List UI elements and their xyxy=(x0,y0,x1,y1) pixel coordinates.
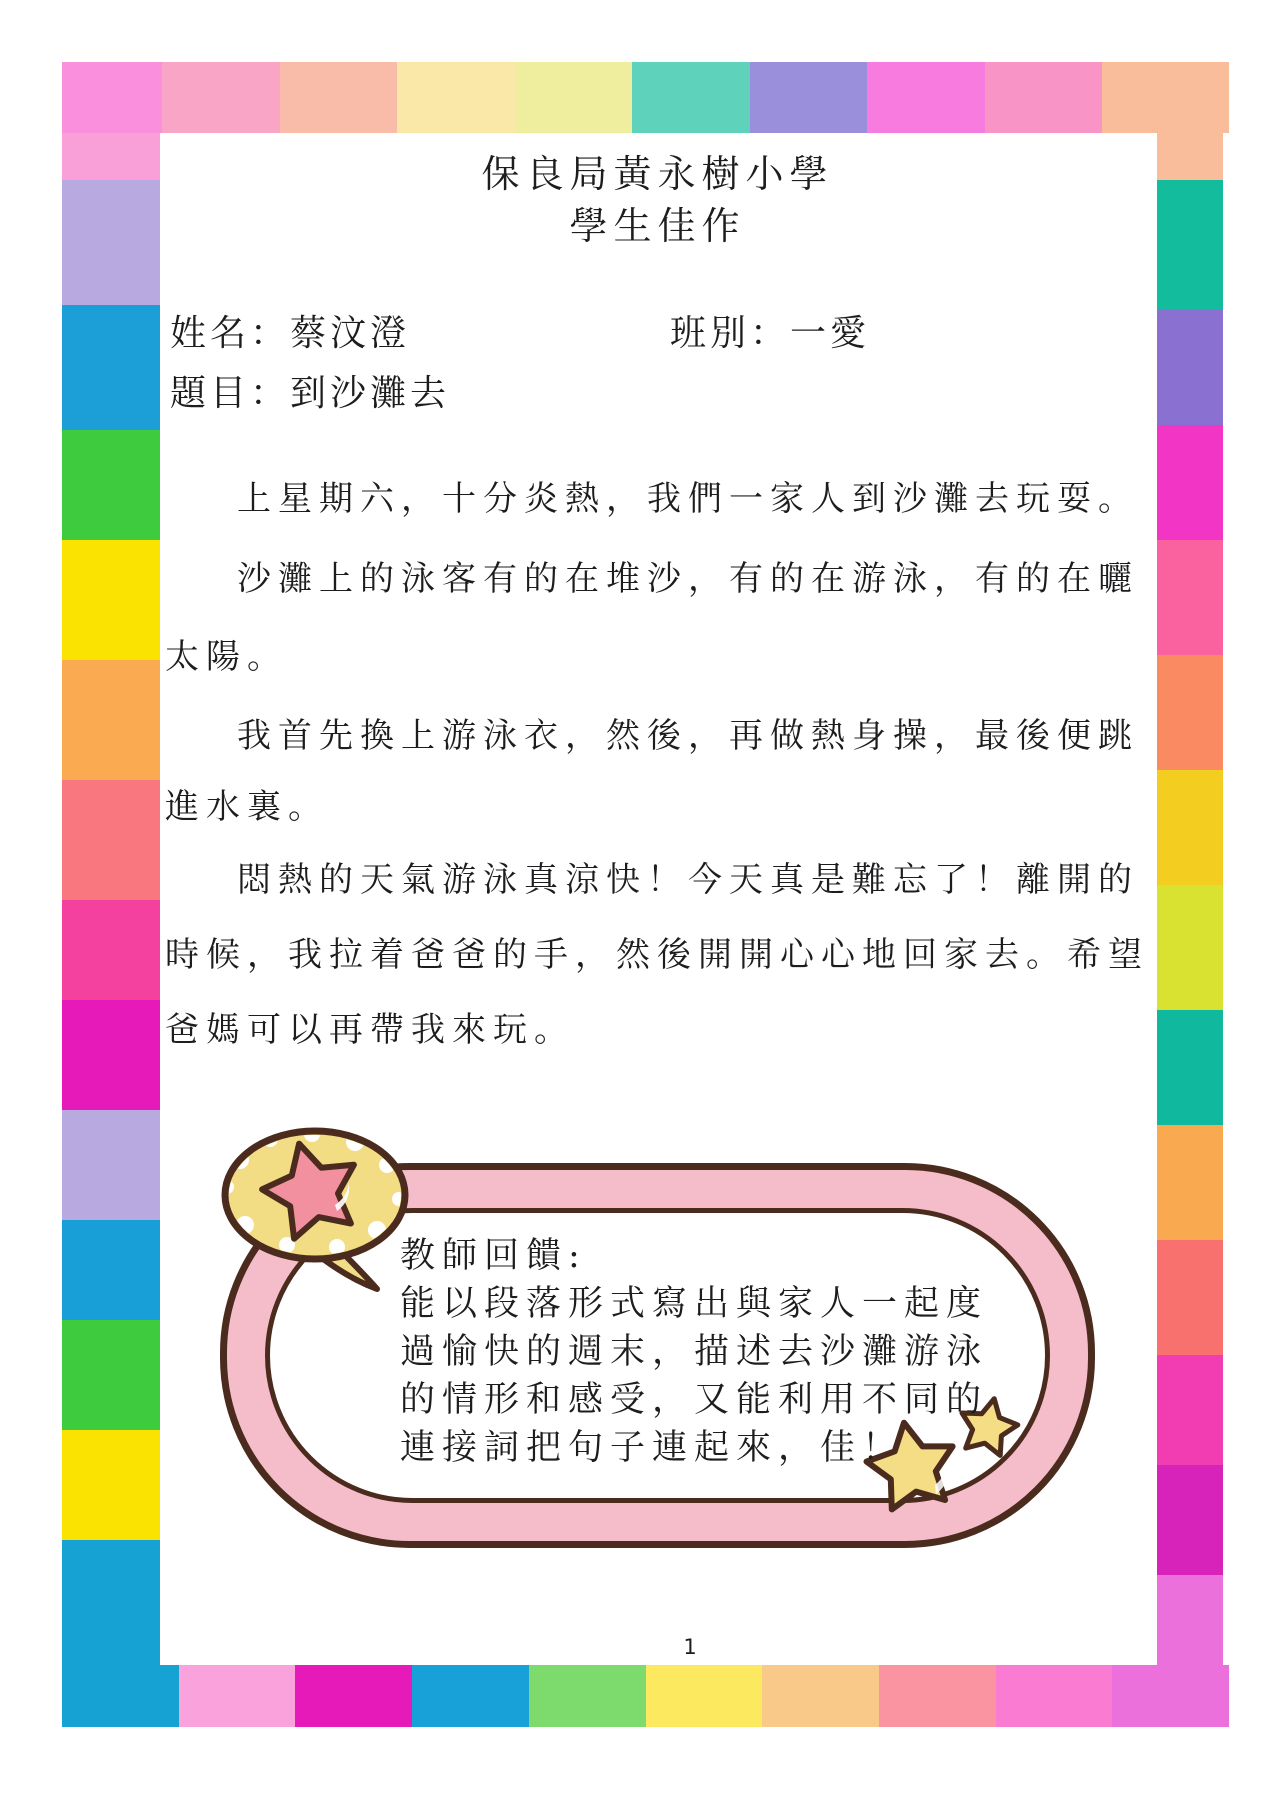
border-cell xyxy=(62,1430,160,1540)
border-cell xyxy=(295,1665,412,1727)
border-cell xyxy=(1157,885,1223,1010)
border-cell xyxy=(162,62,280,133)
border-cell xyxy=(646,1665,763,1727)
border-cell xyxy=(1157,1010,1223,1125)
border-cell xyxy=(750,62,868,133)
border-cell xyxy=(1157,1355,1223,1465)
essay-topic: 題目：到沙灘去 xyxy=(170,373,451,414)
border-cell xyxy=(62,1220,160,1320)
border-cell xyxy=(996,1665,1113,1727)
essay-line: 爸媽可以再帶我來玩。 xyxy=(165,1010,575,1050)
essay-line: 沙灘上的泳客有的在堆沙，有的在游泳，有的在曬 xyxy=(237,559,1139,599)
border-cell xyxy=(412,1665,529,1727)
border-cell xyxy=(1157,180,1223,310)
border-cell xyxy=(867,62,985,133)
document-page xyxy=(160,133,1155,1665)
border-cell xyxy=(62,780,160,900)
border-cell xyxy=(280,62,398,133)
border-cell xyxy=(1112,1665,1229,1727)
border-cell xyxy=(62,1665,179,1727)
border-cell xyxy=(62,900,160,1000)
feedback-text xyxy=(400,1232,988,1472)
border-cell xyxy=(62,180,160,305)
essay-line: 悶熱的天氣游泳真涼快！今天真是難忘了！離開的 xyxy=(237,860,1139,900)
school-name: 保良局黃永樹小學 xyxy=(481,152,834,196)
border-cell xyxy=(62,430,160,540)
document-header xyxy=(160,148,1155,252)
section-title: 學生佳作 xyxy=(569,204,746,248)
border-top-row xyxy=(62,62,1229,133)
border-cell xyxy=(62,1110,160,1220)
border-cell xyxy=(397,62,515,133)
speech-bubble-star-icon xyxy=(215,1125,415,1300)
border-cell xyxy=(179,1665,296,1727)
border-left-column xyxy=(62,133,160,1727)
border-cell xyxy=(62,133,160,180)
border-cell xyxy=(1102,62,1229,133)
border-cell xyxy=(1157,1465,1223,1575)
border-cell xyxy=(632,62,750,133)
essay-line: 時候，我拉着爸爸的手，然後開開心心地回家去。希望 xyxy=(165,935,1149,975)
border-cell xyxy=(985,62,1103,133)
feedback-line: 的情形和感受，又能利用不同的 xyxy=(400,1380,989,1420)
border-cell xyxy=(1157,133,1223,180)
feedback-lines xyxy=(400,1280,988,1472)
feedback-line: 過愉快的週末，描述去沙灘游泳 xyxy=(400,1332,989,1372)
border-right-column xyxy=(1157,133,1223,1727)
border-cell xyxy=(515,62,633,133)
border-cell xyxy=(762,1665,879,1727)
border-cell xyxy=(1157,310,1223,425)
feedback-title: 教師回饋: xyxy=(400,1236,587,1276)
border-cell xyxy=(62,1320,160,1430)
border-cell xyxy=(1157,1240,1223,1355)
border-cell xyxy=(62,540,160,660)
essay-line: 進水裏。 xyxy=(165,787,329,827)
border-cell xyxy=(529,1665,646,1727)
border-cell xyxy=(1157,1125,1223,1240)
border-cell xyxy=(62,1000,160,1110)
class-name: 班別：一愛 xyxy=(670,313,871,354)
feedback-line: 能以段落形式寫出與家人一起度 xyxy=(400,1284,989,1324)
student-name: 姓名：蔡汶澄 xyxy=(170,313,411,354)
border-cell xyxy=(62,305,160,430)
border-cell xyxy=(62,660,160,780)
border-cell xyxy=(62,62,162,133)
border-bottom-row xyxy=(62,1665,1229,1727)
feedback-line: 連接詞把句子連起來，佳！ xyxy=(400,1428,905,1468)
essay-line: 太陽。 xyxy=(165,637,288,677)
border-cell xyxy=(879,1665,996,1727)
page-number: 1 xyxy=(683,1635,697,1659)
essay-line: 我首先換上游泳衣，然後，再做熱身操，最後便跳 xyxy=(237,716,1139,756)
essay-line: 上星期六，十分炎熱，我們一家人到沙灘去玩耍。 xyxy=(237,479,1139,519)
